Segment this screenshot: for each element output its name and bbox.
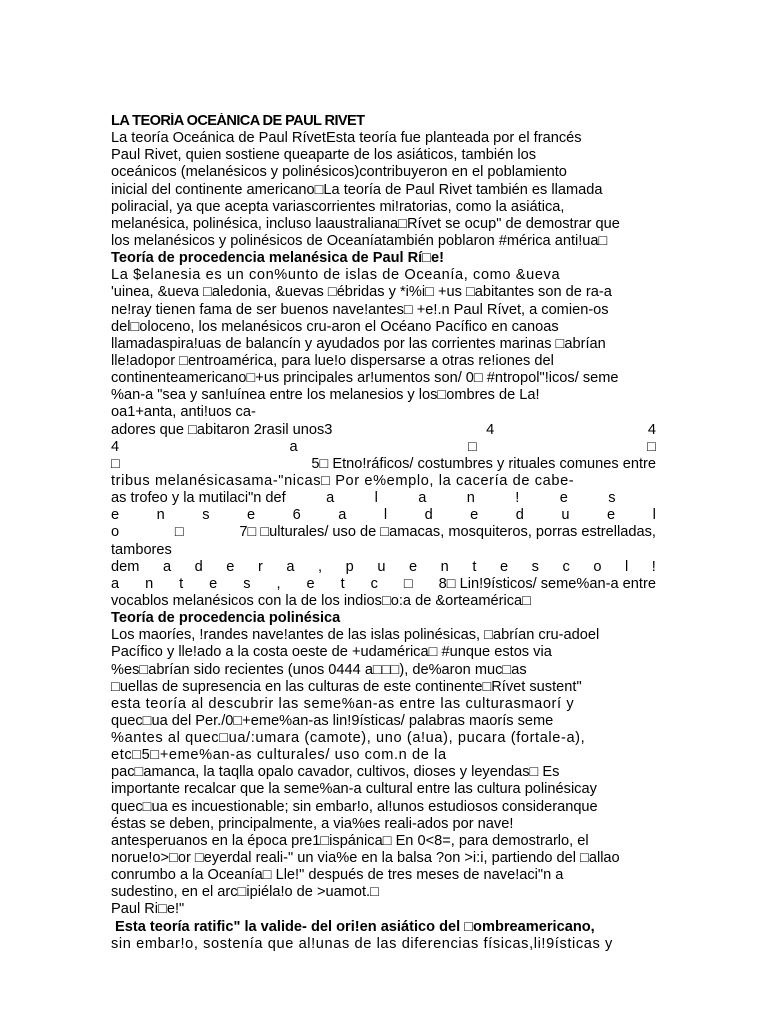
document-body (111, 130, 656, 953)
paragraph-line: del□oloceno, los melanésicos cru-aron el Océano Pacífico en canoas (111, 318, 559, 335)
line-fragment: u (377, 558, 386, 575)
paragraph-line: vocablos melanésicos con la de los indios□o:a de &orteamérica□ (111, 592, 531, 609)
paragraph-line: tribus melanésicasama-"nicas□ Por e%emplo, la cacería de cabe- (111, 472, 575, 489)
section-heading: Teoría de procedencia polinésica (111, 610, 341, 627)
line-fragment: e (607, 507, 616, 524)
line-fragment: c (370, 575, 378, 592)
line-fragment: e (111, 507, 120, 524)
paragraph-line: melanésica, polinésica, incluso laaustraliana□Rívet se ocup" de demostrar que (111, 215, 620, 232)
line-fragment: 7□ □ulturales/ uso de □amacas, mosquiteros, porras estrelladas, (239, 524, 656, 541)
paragraph-line: ne!ray tienen fama de ser buenos nave!antes□ +e!.n Paul Rívet, a comien-os (111, 301, 609, 318)
line-fragment: e (559, 490, 568, 507)
line-fragment: ! (651, 558, 656, 575)
paragraph-line: Paul Ri□e!" (111, 901, 185, 918)
line-fragment: e (470, 507, 479, 524)
paragraph-line: Los maoríes, !randes nave!antes de las islas polinésicas, □abrían cru-adoel (111, 627, 600, 644)
line-fragment: adores que □abitaron 2rasil unos3 (111, 421, 333, 438)
paragraph-line: La $elanesia es un con%unto de islas de Oceanía, como &ueva (111, 267, 561, 284)
line-fragment: e (409, 558, 418, 575)
line-fragment: n (440, 558, 449, 575)
line-fragment: l (652, 507, 656, 524)
paragraph-line: %an-a "sea y san!uínea entre los melanesios y los□ombres de La! (111, 387, 540, 404)
line-fragment: , (276, 575, 281, 592)
line-fragment: 8□ Lin!9ísticos/ seme%an-a entre (438, 575, 656, 592)
line-fragment: □ (111, 455, 120, 472)
paragraph-line: sin embar!o, sostenía que al!unas de las diferencias físicas,li!9ísticas y (111, 935, 613, 952)
justified-line (111, 456, 656, 473)
paragraph-line: poliracial, ya que acepta variascorrientes mi!ratorias, como la asiática, (111, 198, 565, 215)
line-fragment: as trofeo y la mutilaci"n def (111, 490, 286, 507)
paragraph-line: lle!adopor □entroamérica, para lue!o dispersarse a otras re!iones del (111, 352, 554, 369)
document-title: LA TEORÍA OCEÁNICA DE PAUL RIVET (111, 113, 365, 129)
line-fragment: p (345, 558, 354, 575)
line-fragment: o (593, 558, 602, 575)
line-fragment: ! (515, 490, 520, 507)
line-fragment: t (340, 575, 345, 592)
paragraph-line: Pacífico y lle!ado a la costa oeste de +udamérica□ #unque estos via (111, 644, 552, 661)
line-fragment: a (111, 575, 120, 592)
paragraph-line: sudestino, en el arc□ipiéla!o de >uamot.□ (111, 884, 379, 901)
line-fragment: a (418, 490, 427, 507)
paragraph-line: quec□ua del Per./0□+eme%an-as lin!9ísticas/ palabras maorís seme (111, 712, 554, 729)
paragraph-line: éstas se deben, principalmente, a via%es reali-ados por nave! (111, 815, 514, 832)
line-fragment: s (202, 507, 210, 524)
line-fragment: o (111, 524, 120, 541)
paragraph-line: pac□amanca, la taqlla opalo cavador, cultivos, dioses y leyendas□ Es (111, 764, 560, 781)
line-fragment: d (515, 507, 524, 524)
line-fragment: l (624, 558, 629, 575)
paragraph-line: □uellas de supresencia en las culturas de este continente□Rívet sustent" (111, 678, 582, 695)
line-fragment: , (318, 558, 323, 575)
line-fragment: s (608, 490, 616, 507)
paragraph-line: esta teoría al descubrir las seme%an-as entre las culturasmaorí y (111, 695, 575, 712)
paragraph-line: %antes al quec□ua/:umara (camote), uno (a!ua), pucara (fortale-a), (111, 730, 586, 747)
line-fragment: 4 (486, 421, 495, 438)
line-fragment: s (531, 558, 539, 575)
line-fragment: a (338, 507, 347, 524)
section-heading: Esta teoría ratific" la valide- del ori!en asiático del □ombreamericano, (111, 918, 595, 935)
paragraph-line: Paul Rivet, quien sostiene queaparte de los asiáticos, también los (111, 147, 537, 164)
line-fragment: e (247, 507, 256, 524)
line-fragment: □ (647, 438, 656, 455)
paragraph-line: continenteamericano□+us principales ar!umentos son/ 0□ #ntropol"!icos/ seme (111, 370, 619, 387)
line-fragment: e (226, 558, 235, 575)
justified-line (111, 422, 656, 439)
justified-line (111, 490, 656, 507)
paragraph-line: tambores (111, 541, 172, 558)
line-fragment: t (472, 558, 477, 575)
line-fragment: l (374, 490, 378, 507)
line-fragment: l (383, 507, 388, 524)
line-fragment: n (466, 490, 475, 507)
line-fragment: n (156, 507, 165, 524)
line-fragment: a (326, 490, 335, 507)
line-fragment: 5□ Etno!ráficos/ costumbres y rituales comunes entre (311, 455, 656, 472)
line-fragment: 4 (111, 438, 120, 455)
paragraph-line: La teoría Oceánica de Paul RívetEsta teoría fue planteada por el francés (111, 130, 582, 147)
paragraph-line: etc□5□+eme%an-as culturales/ uso com.n de la (111, 747, 447, 764)
section-heading: Teoría de procedencia melanésica de Paul Rí□e! (111, 250, 444, 267)
line-fragment: □ (174, 524, 184, 541)
paragraph-line: llamadaspira!uas de balancín y ayudados por las corrientes marinas □abrían (111, 335, 606, 352)
paragraph-line: %es□abrían sido recientes (unos 0444 a□□□), de%aron muc□as (111, 661, 527, 678)
paragraph-line: norue!o>□or □eyerdal reali-" un via%e en la balsa ?on >i:i, partiendo del □allao (111, 850, 620, 867)
line-fragment: n (145, 575, 154, 592)
justified-line (111, 559, 656, 576)
line-fragment: s (243, 575, 251, 592)
justified-line (111, 507, 656, 524)
paragraph-line: oa1+anta, anti!uos ca- (111, 404, 256, 421)
paragraph-line: quec□ua es incuestionable; sin embar!o, al!unos estudiosos consideranque (111, 798, 598, 815)
justified-line (111, 439, 656, 456)
line-fragment: □ (403, 575, 413, 592)
justified-line (111, 524, 656, 541)
paragraph-line: antesperuanos en la época pre1□ispánica□ En 0<8=, para demostrarlo, el (111, 832, 589, 849)
paragraph-line: conrumbo a la Oceanía□ Lle!" después de tres meses de nave!aci"n a (111, 867, 564, 884)
line-fragment: 6 (292, 507, 301, 524)
line-fragment: e (499, 558, 509, 575)
paragraph-line: 'uinea, &ueva □aledonia, &uevas □ébridas y *i%i□ +us □abitantes son de ra-a (111, 284, 612, 301)
paragraph-line: los melanésicos y polinésicos de Oceaníatambién poblaron #mérica anti!ua□ (111, 232, 608, 249)
line-fragment: u (561, 507, 570, 524)
line-fragment: r (257, 558, 263, 575)
justified-line (111, 576, 656, 593)
line-fragment: a (162, 558, 172, 575)
line-fragment: d (194, 558, 203, 575)
line-fragment: c (562, 558, 570, 575)
line-fragment: d (424, 507, 433, 524)
line-fragment: dem (111, 558, 140, 575)
paragraph-line: inicial del continente americano□La teoría de Paul Rivet también es llamada (111, 181, 603, 198)
line-fragment: a (286, 558, 295, 575)
paragraph-line: oceánicos (melanésicos y polinésicos)contribuyeron en el poblamiento (111, 164, 567, 181)
line-fragment: e (209, 575, 218, 592)
line-fragment: e (306, 575, 315, 592)
paragraph-line: importante recalcar que la seme%an-a cultural entre las cultura polinésicay (111, 781, 597, 798)
line-fragment: t (179, 575, 184, 592)
document-page (111, 113, 656, 953)
line-fragment: 4 (647, 421, 656, 438)
line-fragment: □ (467, 438, 477, 455)
line-fragment: a (289, 438, 298, 455)
